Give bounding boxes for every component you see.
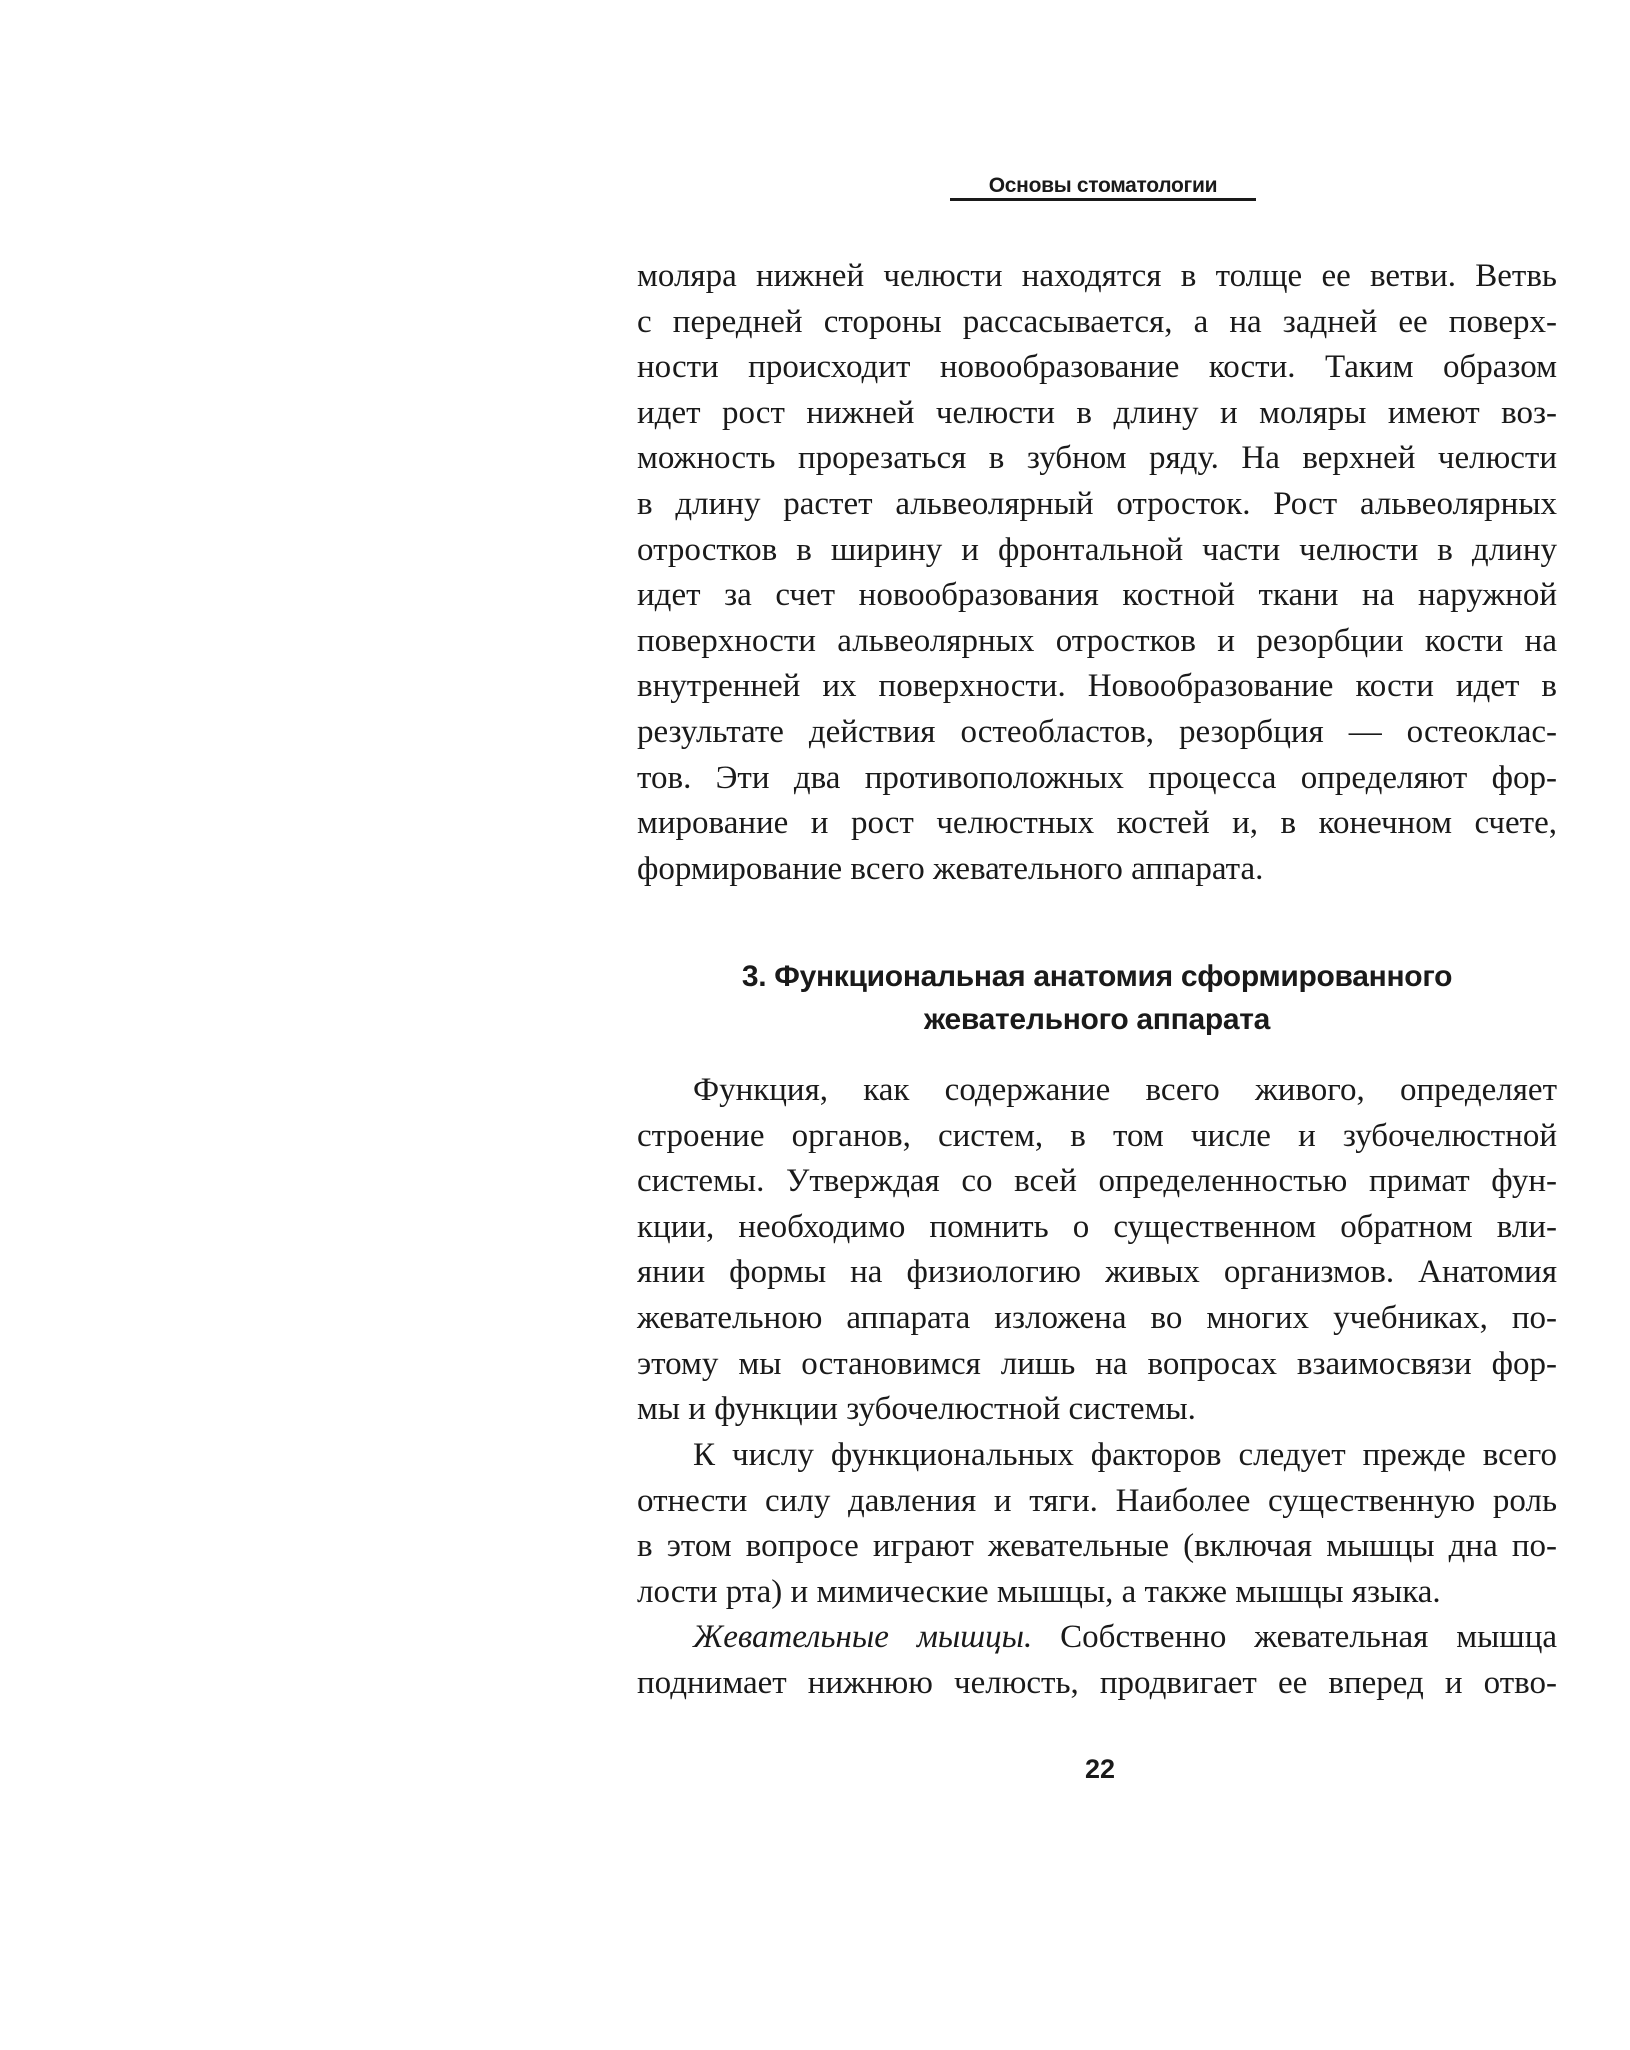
paragraph-4 xyxy=(637,1615,1557,1706)
text-line xyxy=(637,1615,1557,1661)
text-line: поднимает нижнюю челюсть, продвигает ее вперед и отво- xyxy=(637,1664,1557,1701)
text-line: жевательною аппарата изложена во многих учебниках, по- xyxy=(637,1299,1557,1336)
text-line: в этом вопросе играют жевательные (включая мышцы дна по- xyxy=(637,1528,1557,1565)
paragraph-3 xyxy=(637,1433,1557,1615)
text-line: мы и функции зубочелюстной системы. xyxy=(637,1391,1196,1428)
section-heading-line: 3. Функциональная анатомия сформированного xyxy=(741,960,1453,993)
italic-term: Жевательные мышцы. xyxy=(693,1619,1033,1655)
section-heading-line: жевательного аппарата xyxy=(923,1003,1271,1036)
text-line: янии формы на физиологию живых организмов. Анатомия xyxy=(637,1254,1557,1291)
paragraph-2 xyxy=(637,1068,1557,1433)
text-line: результате действия остеобластов, резорбция — остеоклас- xyxy=(637,713,1557,750)
text-line: идет за счет новообразования костной ткани на наружной xyxy=(637,577,1557,614)
text-line: внутренней их поверхности. Новообразование кости идет в xyxy=(637,668,1557,705)
text-line: Функция, как содержание всего живого, определяет xyxy=(693,1072,1557,1108)
section-heading xyxy=(637,955,1557,1041)
text-line: можность прорезаться в зубном ряду. На верхней челюсти xyxy=(637,440,1557,477)
text-line: с передней стороны рассасывается, а на задней ее поверх- xyxy=(637,303,1557,340)
text-line: этому мы остановимся лишь на вопросах взаимосвязи фор- xyxy=(637,1345,1557,1382)
text-line: ности происходит новообразование кости. Таким образом xyxy=(637,349,1557,386)
page-number: 22 xyxy=(1084,1754,1116,1784)
text-line: мирование и рост челюстных костей и, в конечном счете, xyxy=(637,805,1557,842)
text-fragment: Собственно жевательная мышца xyxy=(1032,1619,1558,1655)
text-line: моляра нижней челюсти находятся в толще ее ветви. Ветвь xyxy=(637,258,1557,294)
text-line: К числу функциональных факторов следует прежде всего xyxy=(693,1437,1557,1473)
text-line: лости рта) и мимические мышцы, а также мышцы языка. xyxy=(637,1573,1441,1610)
text-line: поверхности альвеолярных отростков и резорбции кости на xyxy=(637,622,1557,659)
text-line: кции, необходимо помнить о существенном обратном вли- xyxy=(637,1208,1557,1245)
text-line: формирование всего жевательного аппарата. xyxy=(637,850,1264,887)
text-line: отростков в ширину и фронтальной части челюсти в длину xyxy=(637,531,1557,568)
running-header-rule xyxy=(950,198,1256,201)
paragraph-1 xyxy=(637,254,1557,892)
text-line: системы. Утверждая со всей определенностью примат фун- xyxy=(637,1163,1557,1200)
text-line: строение органов, систем, в том числе и зубочелюстной xyxy=(637,1117,1557,1154)
text-line: идет рост нижней челюсти в длину и моляры имеют воз- xyxy=(637,394,1557,431)
running-header: Основы стоматологии xyxy=(988,174,1218,197)
text-line: тов. Эти два противоположных процесса определяют фор- xyxy=(637,759,1557,796)
text-line: отнести силу давления и тяги. Наиболее существенную роль xyxy=(637,1482,1557,1519)
text-line: в длину растет альвеолярный отросток. Рост альвеолярных xyxy=(637,485,1557,522)
